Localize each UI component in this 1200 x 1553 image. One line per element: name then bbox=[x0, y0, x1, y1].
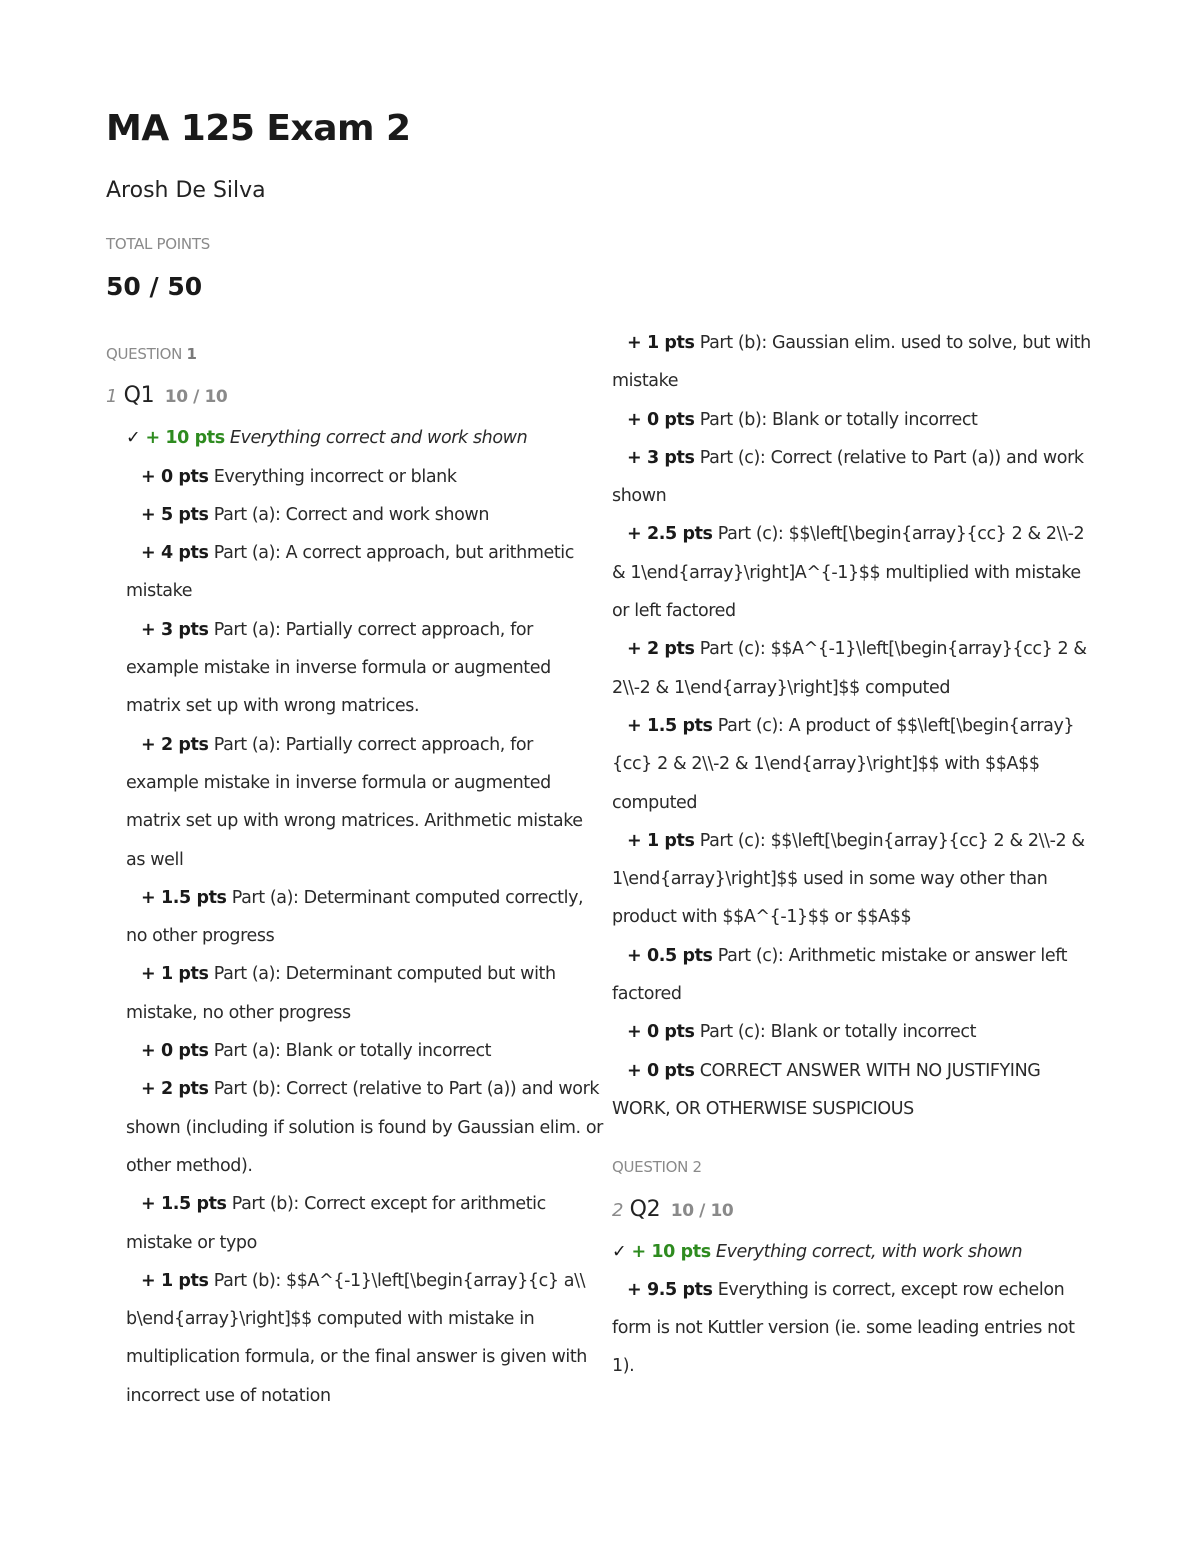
rubric-item bbox=[612, 401, 1102, 439]
rubric-text: Part (c): $$\left[\begin{array}{cc} 2 & 2\\-2 & 1\end{array}\right]$$ used in some way other than product with $$A^{-1}$$ or $$A$$ bbox=[612, 830, 1085, 928]
question-number: 2 bbox=[612, 1199, 624, 1221]
rubric-item bbox=[106, 611, 606, 726]
rubric-item bbox=[612, 1013, 1102, 1051]
rubric-points: + 2 pts bbox=[627, 639, 695, 660]
rubric-text: Part (c): $$A^{-1}\left[\begin{array}{cc} 2 & 2\\-2 & 1\end{array}\right]$$ computed bbox=[612, 639, 1087, 698]
question-header bbox=[612, 1188, 1102, 1233]
rubric-text: Part (a): Blank or totally incorrect bbox=[213, 1041, 492, 1062]
rubric-points: + 3 pts bbox=[627, 447, 695, 468]
rubric-text: Part (b): $$A^{-1}\left[\begin{array}{c} a\\ b\end{array}\right]$$ computed with mistake in multiplication formula, or the final answer is given with incorrect use of notation bbox=[126, 1270, 587, 1406]
question-score: 10 / 10 bbox=[670, 1200, 734, 1221]
rubric-text: Part (b): Correct except for arithmetic mistake or typo bbox=[126, 1194, 546, 1253]
rubric-points: + 1.5 pts bbox=[141, 1194, 227, 1215]
rubric-points: + 1.5 pts bbox=[627, 715, 713, 736]
left-column bbox=[106, 335, 606, 1415]
rubric-text: Part (c): $$\left[\begin{array}{cc} 2 & 2\\-2 & 1\end{array}\right]A^{-1}$$ multiplied with mistake or left factored bbox=[612, 524, 1085, 622]
rubric-item bbox=[612, 707, 1102, 822]
rubric-points: + 0 pts bbox=[627, 1022, 695, 1043]
rubric-points: + 1.5 pts bbox=[141, 887, 227, 908]
rubric-points: + 2 pts bbox=[141, 734, 209, 755]
rubric-points: + 4 pts bbox=[141, 543, 209, 564]
rubric-item bbox=[106, 1262, 606, 1415]
rubric-text: Part (a): A correct approach, but arithmetic mistake bbox=[126, 543, 574, 602]
rubric-text: Everything incorrect or blank bbox=[213, 466, 457, 487]
rubric-text: Part (c): A product of $$\left[\begin{array}{cc} 2 & 2\\-2 & 1\end{array}\right]$$ with $$A$$ computed bbox=[612, 715, 1075, 813]
rubric-points: + 1 pts bbox=[141, 964, 209, 985]
rubric-item bbox=[106, 534, 606, 611]
rubric-text: Part (b): Correct (relative to Part (a)) and work shown (including if solution is found by Gaussian elim. or other method). bbox=[126, 1079, 603, 1176]
rubric-text: Part (b): Gaussian elim. used to solve, but with mistake bbox=[612, 333, 1091, 392]
rubric-item bbox=[106, 879, 606, 956]
rubric-points: + 2 pts bbox=[141, 1079, 209, 1100]
question-header bbox=[106, 374, 606, 419]
rubric-item bbox=[106, 496, 606, 534]
rubric-points: + 1 pts bbox=[627, 830, 695, 851]
rubric-text: Part (b): Blank or totally incorrect bbox=[699, 409, 978, 430]
rubric-text: Everything is correct, except row echelon form is not Kuttler version (ie. some leading entries not 1). bbox=[612, 1279, 1075, 1377]
rubric-text: Everything correct, with work shown bbox=[715, 1241, 1023, 1262]
rubric-text: CORRECT ANSWER WITH NO JUSTIFYING WORK, OR OTHERWISE SUSPICIOUS bbox=[612, 1060, 1041, 1119]
rubric-item bbox=[612, 324, 1102, 401]
rubric-text: Part (c): Blank or totally incorrect bbox=[699, 1022, 977, 1043]
rubric-item bbox=[612, 439, 1102, 516]
rubric-points: + 0 pts bbox=[141, 1041, 209, 1062]
question-number: 1 bbox=[106, 386, 118, 408]
checkmark-icon: ✓ bbox=[126, 428, 141, 449]
rubric-points: + 5 pts bbox=[141, 504, 209, 525]
question-label: QUESTION 2 bbox=[612, 1158, 702, 1177]
total-points-label: TOTAL POINTS bbox=[106, 235, 210, 253]
rubric-points: + 1 pts bbox=[627, 333, 695, 353]
rubric-text: Part (a): Partially correct approach, for example mistake in inverse formula or augmented matrix set up with wrong matrices. Arithmetic mistake as well bbox=[126, 734, 583, 870]
question-title: Q1 bbox=[123, 383, 155, 409]
rubric-points: + 9.5 pts bbox=[627, 1279, 713, 1300]
rubric-points: + 3 pts bbox=[141, 619, 209, 640]
rubric-points: + 0 pts bbox=[627, 1060, 695, 1081]
rubric-text: Part (c): Arithmetic mistake or answer left factored bbox=[612, 945, 1068, 1005]
rubric-text: Part (a): Determinant computed but with mistake, no other progress bbox=[126, 964, 556, 1023]
rubric-points: + 0 pts bbox=[627, 409, 695, 430]
rubric-points: + 10 pts bbox=[145, 428, 225, 449]
rubric-item bbox=[612, 937, 1102, 1014]
right-column bbox=[612, 324, 1102, 1386]
rubric-points: + 2.5 pts bbox=[627, 524, 713, 545]
rubric-text: Part (c): Correct (relative to Part (a)) and work shown bbox=[612, 447, 1084, 507]
rubric-item bbox=[106, 1032, 606, 1070]
rubric-text: Everything correct and work shown bbox=[229, 428, 528, 449]
rubric-item bbox=[106, 955, 606, 1032]
question-title: Q2 bbox=[629, 1196, 661, 1222]
rubric-text: Part (a): Determinant computed correctly, no other progress bbox=[126, 887, 584, 947]
rubric-item bbox=[612, 630, 1102, 707]
question-label: QUESTION 1 bbox=[106, 345, 197, 363]
rubric-item bbox=[612, 822, 1102, 937]
total-score: 50 / 50 bbox=[106, 272, 203, 301]
rubric-item-applied bbox=[106, 419, 606, 457]
rubric-item bbox=[612, 1052, 1102, 1129]
rubric-points: + 1 pts bbox=[141, 1270, 209, 1291]
student-name: Arosh De Silva bbox=[106, 178, 266, 203]
rubric-item-applied bbox=[612, 1233, 1102, 1271]
rubric-item bbox=[106, 458, 606, 496]
rubric-item bbox=[612, 515, 1102, 630]
rubric-item bbox=[612, 1271, 1102, 1386]
rubric-item bbox=[106, 726, 606, 879]
exam-title: MA 125 Exam 2 bbox=[106, 108, 411, 149]
rubric-points: + 0.5 pts bbox=[627, 945, 713, 966]
rubric-points: + 0 pts bbox=[141, 466, 209, 487]
checkmark-icon: ✓ bbox=[612, 1241, 627, 1262]
rubric-item bbox=[106, 1070, 606, 1185]
question-score: 10 / 10 bbox=[164, 387, 228, 408]
rubric-text: Part (a): Correct and work shown bbox=[213, 504, 490, 525]
rubric-points: + 10 pts bbox=[631, 1241, 711, 1262]
rubric-text: Part (a): Partially correct approach, for example mistake in inverse formula or augmented matrix set up with wrong matrices. bbox=[126, 619, 551, 717]
rubric-item bbox=[106, 1185, 606, 1262]
